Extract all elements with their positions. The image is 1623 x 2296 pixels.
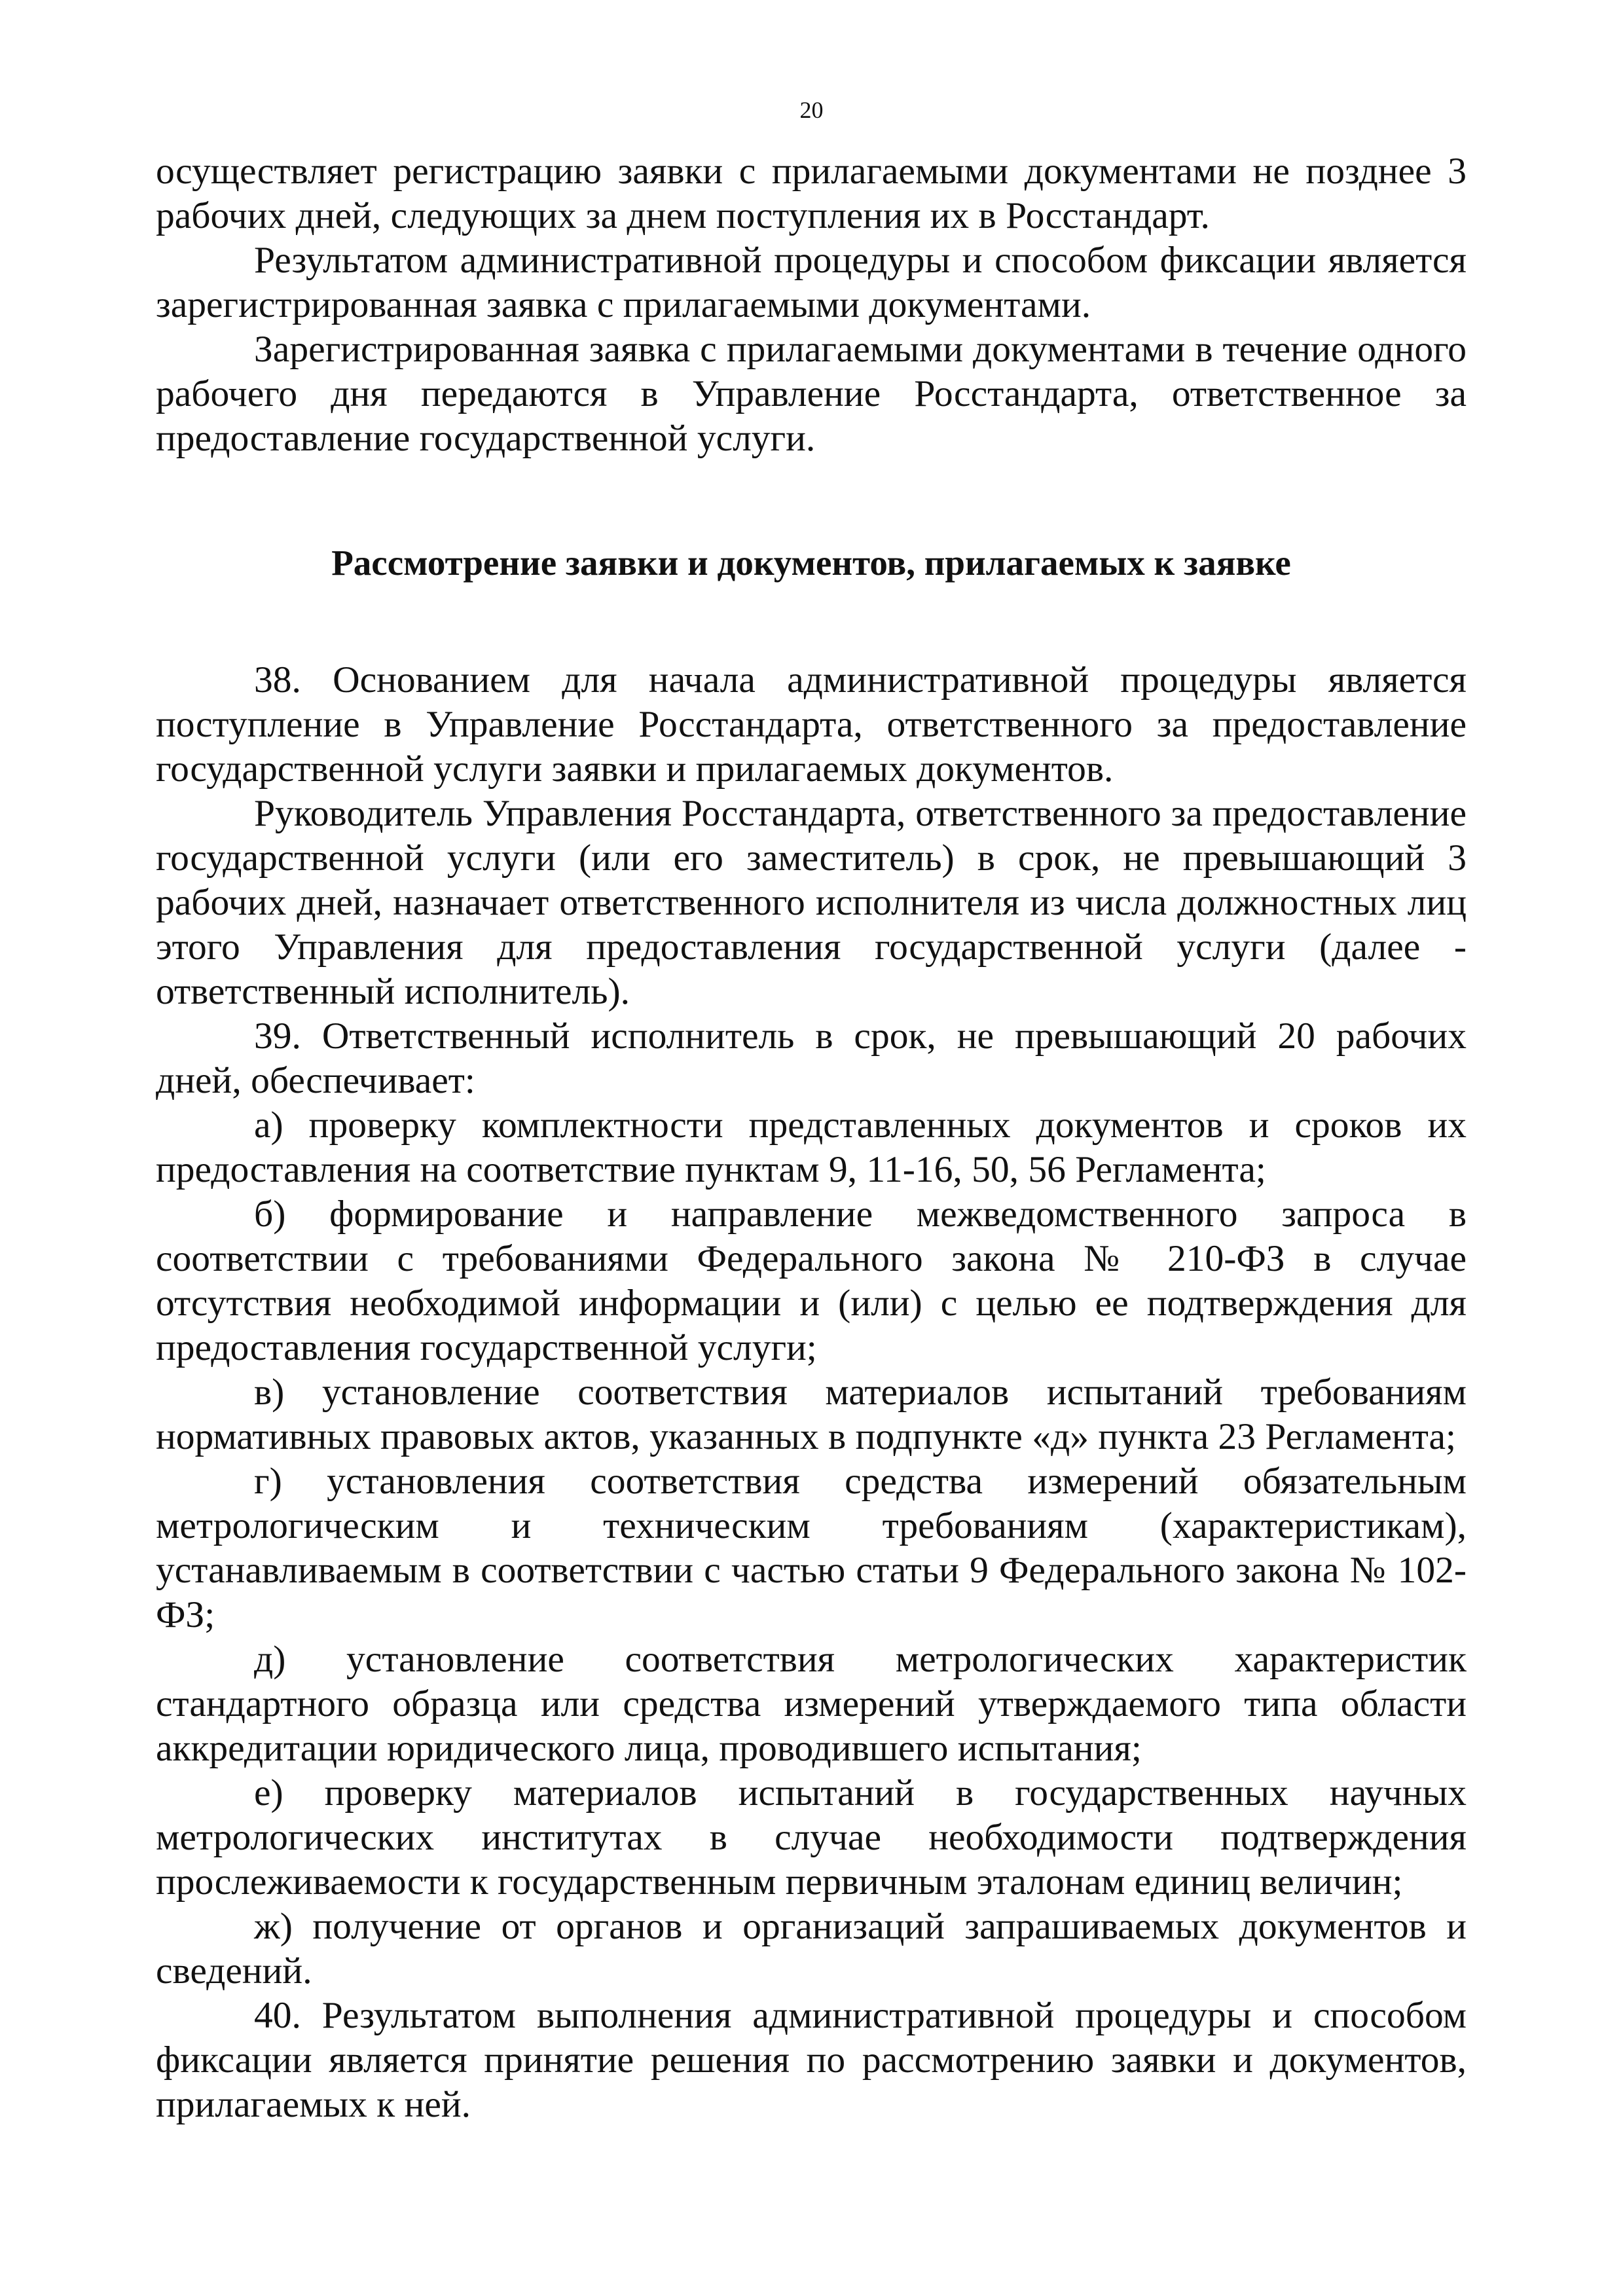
list-item-b: б) формирование и направление межведомственного запроса в соответствии с требованиями Федерального закона № 210-ФЗ в случае отсутствия необходимой информации и (или) с целью ее подтверждения для предоставления государственной услуги;	[156, 1194, 1467, 1368]
page-body	[156, 149, 1467, 2127]
paragraph-39: 39. Ответственный исполнитель в срок, не превышающий 20 рабочих дней, обеспечивает:	[156, 1015, 1467, 1101]
list-item-d: д) установление соответствия метрологических характеристик стандартного образца или средства измерений утверждаемого типа области аккредитации юридического лица, проводившего испытания;	[156, 1639, 1467, 1769]
spacer	[156, 461, 1467, 541]
list-item-a: а) проверку комплектности представленных документов и сроков их предоставления на соответствие пунктам 9, 11-16, 50, 56 Регламента;	[156, 1104, 1467, 1190]
paragraph-40: 40. Результатом выполнения административной процедуры и способом фиксации является принятие решения по рассмотрению заявки и документов, прилагаемых к ней.	[156, 1995, 1467, 2125]
list-item-v: в) установление соответствия материалов испытаний требованиям нормативных правовых актов, указанных в подпункте «д» пункта 23 Регламента;	[156, 1372, 1467, 1457]
paragraph-result: Результатом административной процедуры и способом фиксации является зарегистрированная заявка с прилагаемыми документами.	[156, 240, 1467, 325]
page-number: 20	[799, 97, 824, 123]
paragraph-head-assigns: Руководитель Управления Росстандарта, ответственного за предоставление государственной услуги (или его заместитель) в срок, не превышающий 3 рабочих дней, назначает ответственного исполнителя из числа должностных лиц этого Управления для предоставления государственной услуги (далее - ответственный исполнитель).	[156, 793, 1467, 1012]
section-heading: Рассмотрение заявки и документов, прилагаемых к заявке	[331, 543, 1291, 583]
spacer	[156, 585, 1467, 658]
list-item-zh: ж) получение от органов и организаций запрашиваемых документов и сведений.	[156, 1906, 1467, 1992]
paragraph-38: 38. Основанием для начала административной процедуры является поступление в Управление Росстандарта, ответственного за предоставление государственной услуги заявки и прилагаемых документов.	[156, 659, 1467, 790]
list-item-e: е) проверку материалов испытаний в государственных научных метрологических институтах в случае необходимости подтверждения прослеживаемости к государственным первичным эталонам единиц величин;	[156, 1772, 1467, 1903]
paragraph-transfer: Зарегистрированная заявка с прилагаемыми документами в течение одного рабочего дня передаются в Управление Росстандарта, ответственное за предоставление государственной услуги.	[156, 329, 1467, 459]
paragraph-continuation: осуществляет регистрацию заявки с прилагаемыми документами не позднее 3 рабочих дней, следующих за днем поступления их в Росстандарт.	[156, 151, 1467, 236]
list-item-g: г) установления соответствия средства измерений обязательным метрологическим и техническим требованиям (характеристикам), устанавливаемым в соответствии с частью статьи 9 Федерального закона № 102-ФЗ;	[156, 1461, 1467, 1635]
